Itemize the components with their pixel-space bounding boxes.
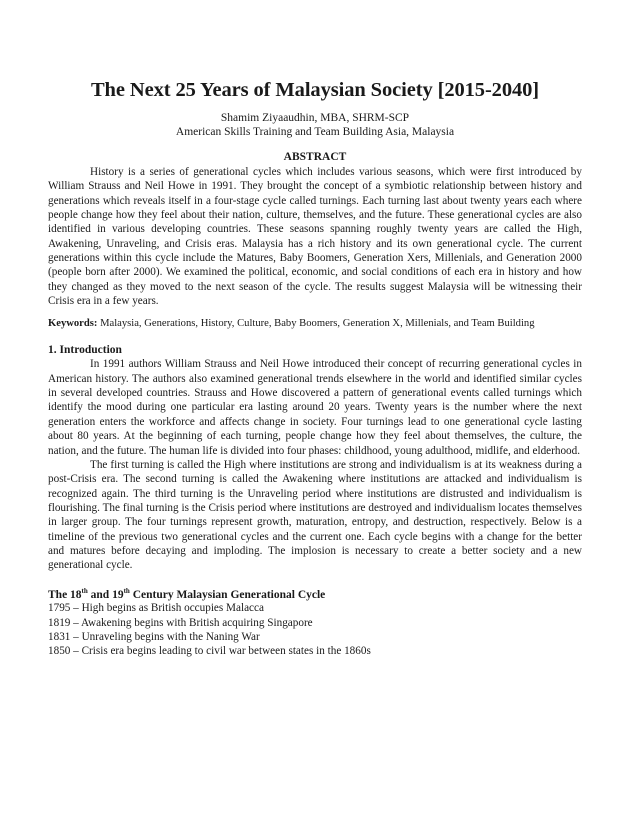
timeline-item: 1795 – High begins as British occupies Malacca — [48, 602, 264, 615]
timeline-item: 1850 – Crisis era begins leading to civil war between states in the 1860s — [48, 645, 371, 658]
intro-paragraph-2: The first turning is called the High where institutions are strong and individualism is at its weakness during a post-Crisis era. The second turning is called the Awakening where institutions are attacked and individualism is recognized again. The third turning is the Unraveling period where institutions are distrusted and individualism is flourishing. The final turning is the Crisis period where institutions are destroyed and individualism locates themselves in larger group. The four turnings represent growth, maturation, entropy, and destruction, respectively. Below is a timeline of the previous two generational cycles and the current one. Each cycle begins with a change for the better and matures before decaying and imploding. The implosion is necessary to create a better society and a new generational cycle. — [48, 458, 582, 572]
abstract-text: History is a series of generational cycles which includes various seasons, which were first introduced by William Strauss and Neil Howe in 1991. They brought the concept of a symbiotic relationship between history and generations which reveals itself in a four-stage cycle called turnings. Each turning last about twenty years each where people change how they feel about their nation, culture, themselves, and the future. These generational cycles are also identified in various developing countries. These seasons spanning roughly twenty years are called the High, Awakening, Unraveling, and Crisis eras. Malaysia has a rich history and its own generational cycle. The current generations within this cycle include the Matures, Baby Boomers, Generation Xers, Millenials, and Generation 2000 (people born after 2000). We examined the political, economic, and social conditions of each era in history and how they changed as they moved to the next season of the cycle. The results suggest Malaysia will be witnessing their Crisis era in a few years. — [48, 166, 582, 308]
intro-paragraph-1: In 1991 authors William Strauss and Neil Howe introduced their concept of recurring generational cycles in American history. The authors also examined generational trends elsewhere in the world and identified similar cycles in several developed countries. Strauss and Howe discovered a pattern of generational events called turnings which identify the mood during one particular era lasting around 20 years. Twenty years is the number where the next generation enters the workforce and affects change in society. Four turnings lead to one generational cycle lasting about 80 years. At the beginning of each turning, people change how they feel about themselves, the culture, the nation, and the future. The human life is divided into four phases: childhood, young adulthood, midlife, and elderhood. — [48, 358, 582, 457]
timeline-list — [48, 601, 582, 658]
timeline-item: 1819 – Awakening begins with British acquiring Singapore — [48, 616, 313, 629]
cycle-heading — [48, 584, 582, 602]
cycle-heading-mid: and 19 — [87, 588, 124, 601]
abstract-heading: ABSTRACT — [283, 151, 347, 163]
section-heading-introduction: 1. Introduction — [48, 344, 122, 357]
timeline-item: 1831 – Unraveling begins with the Naning War — [48, 631, 260, 644]
author-name: Shamim Ziyaaudhin, MBA, SHRM-SCP — [220, 112, 410, 124]
cycle-heading-prefix: The 18 — [48, 588, 82, 601]
paper-title: The Next 25 Years of Malaysian Society [2015-2040] — [90, 79, 540, 101]
cycle-heading-sup-2: th — [123, 586, 130, 595]
cycle-heading-suffix: Century Malaysian Generational Cycle — [129, 588, 326, 601]
cycle-heading-sup-1: th — [81, 586, 88, 595]
author-affiliation: American Skills Training and Team Building Asia, Malaysia — [175, 126, 455, 138]
keywords-text: Malaysia, Generations, History, Culture, Baby Boomers, Generation X, Millenials, and Team Building — [97, 318, 535, 330]
keywords-label: Keywords: — [48, 318, 98, 330]
keywords-line — [48, 317, 582, 331]
